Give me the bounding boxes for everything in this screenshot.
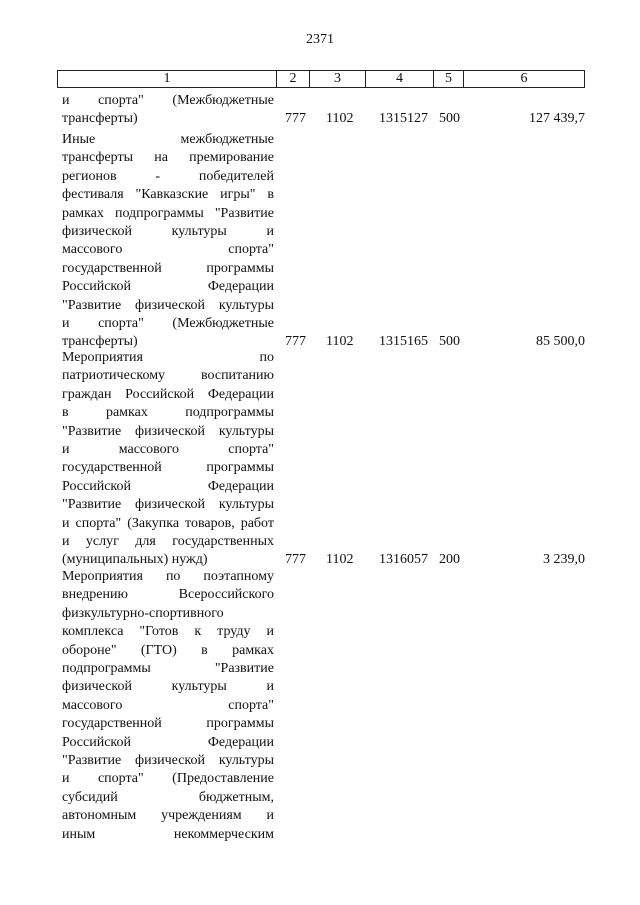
cell-c6: 85 500,0 <box>536 334 585 350</box>
description-line: Российской Федерации <box>62 734 274 750</box>
description-line: и спорта" (Закупка товаров, работ <box>62 515 274 531</box>
description-line: Российской Федерации <box>62 279 274 295</box>
description-line: и услуг для государственных <box>62 534 274 550</box>
description-line: регионов - победителей <box>62 168 274 184</box>
description-line: и массового спорта" <box>62 442 274 458</box>
description-line: в рамках подпрограммы <box>62 405 274 421</box>
description-line: государственной программы <box>62 260 274 276</box>
header-col-4: 4 <box>366 71 434 87</box>
cell-c4: 1315127 <box>379 111 428 127</box>
cell-c5: 500 <box>439 111 460 127</box>
description-line: внедрению Всероссийского <box>62 587 274 603</box>
cell-c2: 777 <box>285 111 306 127</box>
description-line: патриотическому воспитанию <box>62 368 274 384</box>
description-line: Мероприятия по <box>62 350 274 365</box>
cell-c4: 1315165 <box>379 334 428 350</box>
description-line: "Развитие физической культуры <box>62 297 274 313</box>
description-line: комплекса "Готов к труду и <box>62 624 274 640</box>
header-col-1: 1 <box>58 71 277 87</box>
header-col-3: 3 <box>310 71 366 87</box>
description-line: фестиваля "Кавказские игры" в <box>62 187 274 203</box>
description-line: физической культуры и <box>62 224 274 240</box>
description-line: "Развитие физической культуры <box>62 753 274 769</box>
description-line: трансферты) <box>62 111 138 127</box>
description-line: массового спорта" <box>62 697 274 713</box>
table-header <box>57 70 585 88</box>
cell-c2: 777 <box>285 552 306 568</box>
cell-c2: 777 <box>285 334 306 350</box>
cell-c6: 3 239,0 <box>543 552 585 568</box>
description-line: "Развитие физической культуры <box>62 497 274 513</box>
cell-c3: 1102 <box>326 111 354 127</box>
description-line: (муниципальных) нужд) <box>62 552 208 568</box>
description-line: иным некоммерческим <box>62 826 274 842</box>
description-line: обороне" (ГТО) в рамках <box>62 642 274 658</box>
description-line: рамках подпрограммы "Развитие <box>62 205 274 221</box>
description-line: массового спорта" <box>62 242 274 258</box>
cell-c3: 1102 <box>326 552 354 568</box>
row-description <box>62 349 274 570</box>
row-description <box>62 568 274 844</box>
description-line: и спорта" (Предоставление <box>62 771 274 787</box>
description-line: субсидий бюджетным, <box>62 789 274 805</box>
cell-c6: 127 439,7 <box>529 111 585 127</box>
cell-c3: 1102 <box>326 334 354 350</box>
page-number: 2371 <box>306 32 334 47</box>
description-line: подпрограммы "Развитие <box>62 661 274 677</box>
description-line: трансферты на премирование <box>62 150 274 166</box>
cell-c5: 500 <box>439 334 460 350</box>
cell-c5: 200 <box>439 552 460 568</box>
cell-c4: 1316057 <box>379 552 428 568</box>
description-line: автономным учреждениям и <box>62 808 274 824</box>
description-line: и спорта" (Межбюджетные <box>62 316 274 332</box>
description-line: физической культуры и <box>62 679 274 695</box>
header-col-6: 6 <box>520 71 528 86</box>
description-line: Иные межбюджетные <box>62 132 274 147</box>
description-line: "Развитие физической культуры <box>62 423 274 439</box>
description-line: трансферты) <box>62 334 138 350</box>
description-line: физкультурно-спортивного <box>62 605 224 621</box>
header-col-5: 5 <box>434 71 464 87</box>
description-line: Российской Федерации <box>62 478 274 494</box>
header-col-2: 2 <box>277 71 310 87</box>
row-description <box>62 92 274 129</box>
description-line: государственной программы <box>62 460 274 476</box>
description-line: Мероприятия по поэтапному <box>62 569 274 584</box>
row-description <box>62 131 274 352</box>
description-line: государственной программы <box>62 716 274 732</box>
description-line: и спорта" (Межбюджетные <box>62 93 274 108</box>
description-line: граждан Российской Федерации <box>62 386 274 402</box>
